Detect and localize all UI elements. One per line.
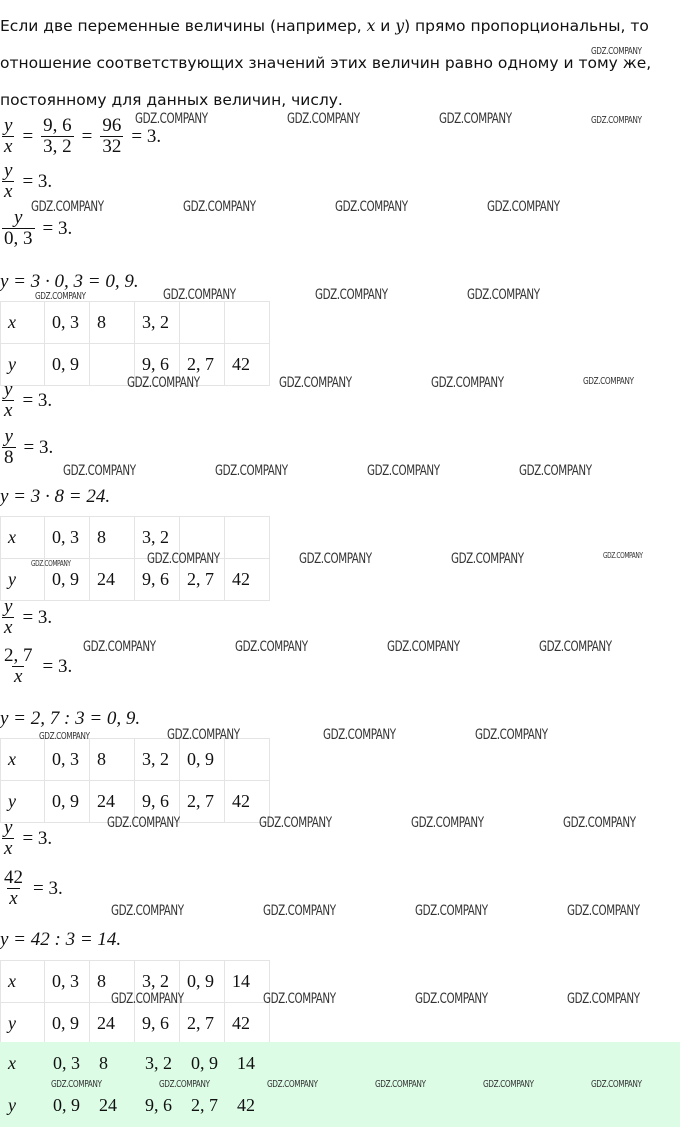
watermark: GDZ.COMPANY (323, 727, 396, 743)
table-cell: 42 (225, 781, 270, 823)
table-cell: 3, 2 (135, 302, 180, 344)
watermark: GDZ.COMPANY (135, 111, 208, 127)
table-cell: 2, 7 (191, 1094, 218, 1115)
table-cell: 0, 9 (53, 1094, 80, 1115)
table-cell: 0, 9 (191, 1052, 218, 1073)
table-cell: 42 (225, 1003, 270, 1045)
equation-ratio-3: $\frac{y}{0, 3}$ = 3. (4, 207, 73, 249)
table-cell: 3, 2 (145, 1052, 172, 1073)
table-cell: 14 (225, 961, 270, 1003)
watermark: GDZ.COMPANY (387, 639, 460, 655)
table-cell: x (1, 302, 45, 344)
table-cell: y (1, 781, 45, 823)
table-row-y (0, 1084, 275, 1126)
table-cell: 2, 7 (180, 559, 225, 601)
table-cell: 3, 2 (135, 517, 180, 559)
table-cell: x (8, 1052, 16, 1073)
table-cell: 24 (99, 1094, 117, 1115)
equation-ratio-5: $\frac{y}{8}$ = 3. (4, 426, 54, 468)
value-table-1 (0, 301, 270, 386)
table-cell: 9, 6 (135, 1003, 180, 1045)
watermark: GDZ.COMPANY (267, 1079, 318, 1090)
table-cell: y (1, 559, 45, 601)
watermark: GDZ.COMPANY (63, 463, 136, 479)
table-cell: 2, 7 (180, 344, 225, 386)
answer-block (0, 1042, 680, 1127)
table-cell: 0, 9 (180, 739, 225, 781)
watermark: GDZ.COMPANY (147, 551, 220, 567)
equation-solve-3: y = 2, 7 : 3 = 0, 9. (0, 708, 141, 729)
watermark: GDZ.COMPANY (111, 991, 184, 1007)
watermark: GDZ.COMPANY (603, 551, 643, 560)
watermark: GDZ.COMPANY (367, 463, 440, 479)
intro-paragraph: Если две переменные величины (например, x и y) прямо пропорциональны, то отношение соответствующих значений этих величин равно одному и тому же, постоянному для данных величин, числу. (0, 17, 652, 109)
table-cell: 9, 6 (135, 781, 180, 823)
watermark: GDZ.COMPANY (411, 815, 484, 831)
equation-ratio-4: $\frac{y}{x}$ = 3. (4, 379, 53, 421)
table-cell: 42 (225, 559, 270, 601)
equation-ratio-9: $\frac{42}{x}$ = 3. (4, 867, 63, 909)
table-cell: 42 (237, 1094, 255, 1115)
table-cell: y (1, 344, 45, 386)
watermark: GDZ.COMPANY (263, 903, 336, 919)
table-cell: 9, 6 (145, 1094, 172, 1115)
watermark: GDZ.COMPANY (167, 727, 240, 743)
table-cell: 9, 6 (135, 344, 180, 386)
watermark: GDZ.COMPANY (539, 639, 612, 655)
table-cell: x (1, 961, 45, 1003)
equation-ratio-7: $\frac{2, 7}{x}$ = 3. (4, 645, 73, 687)
watermark: GDZ.COMPANY (431, 375, 504, 391)
equation-solve-2: y = 3 · 8 = 24. (0, 486, 111, 507)
table-cell: 0, 9 (45, 559, 90, 601)
table-cell: x (1, 739, 45, 781)
watermark: GDZ.COMPANY (439, 111, 512, 127)
watermark: GDZ.COMPANY (35, 291, 86, 302)
watermark: GDZ.COMPANY (567, 991, 640, 1007)
table-cell: 0, 9 (45, 781, 90, 823)
table-cell: 8 (90, 961, 135, 1003)
table-row-x (1, 739, 270, 781)
answer-table (0, 1042, 275, 1126)
table-cell: 8 (90, 302, 135, 344)
table-cell: 9, 6 (135, 559, 180, 601)
table-cell: 24 (90, 1003, 135, 1045)
watermark: GDZ.COMPANY (415, 991, 488, 1007)
table-cell: 3, 2 (135, 739, 180, 781)
watermark: GDZ.COMPANY (567, 903, 640, 919)
table-cell: 2, 7 (180, 781, 225, 823)
table-cell (225, 302, 270, 344)
watermark: GDZ.COMPANY (519, 463, 592, 479)
table-cell: y (8, 1094, 16, 1115)
table-cell: 14 (237, 1052, 255, 1073)
watermark: GDZ.COMPANY (31, 199, 104, 215)
watermark: GDZ.COMPANY (215, 463, 288, 479)
watermark: GDZ.COMPANY (39, 731, 90, 742)
equation-solve-4: y = 42 : 3 = 14. (0, 929, 122, 950)
table-cell: 8 (99, 1052, 108, 1073)
watermark: GDZ.COMPANY (127, 375, 200, 391)
watermark: GDZ.COMPANY (183, 199, 256, 215)
table-cell: 2, 7 (180, 1003, 225, 1045)
table-cell: y (1, 1003, 45, 1045)
watermark: GDZ.COMPANY (51, 1079, 102, 1090)
table-cell: 0, 9 (180, 961, 225, 1003)
table-cell: 0, 3 (53, 1052, 80, 1073)
table-cell: 0, 3 (45, 517, 90, 559)
watermark: GDZ.COMPANY (415, 903, 488, 919)
equation-ratio-8: $\frac{y}{x}$ = 3. (4, 817, 53, 859)
table-cell (225, 739, 270, 781)
table-cell: x (1, 517, 45, 559)
watermark: GDZ.COMPANY (263, 991, 336, 1007)
watermark: GDZ.COMPANY (315, 287, 388, 303)
watermark: GDZ.COMPANY (287, 111, 360, 127)
watermark: GDZ.COMPANY (591, 115, 642, 126)
table-cell: 3, 2 (135, 961, 180, 1003)
watermark: GDZ.COMPANY (451, 551, 524, 567)
watermark: GDZ.COMPANY (483, 1079, 534, 1090)
watermark: GDZ.COMPANY (375, 1079, 426, 1090)
watermark: GDZ.COMPANY (163, 287, 236, 303)
watermark: GDZ.COMPANY (487, 199, 560, 215)
watermark: GDZ.COMPANY (259, 815, 332, 831)
table-row-x (0, 1042, 275, 1084)
watermark: GDZ.COMPANY (111, 903, 184, 919)
table-cell: 0, 3 (45, 302, 90, 344)
table-row-y (1, 1003, 270, 1045)
table-cell: 0, 9 (45, 1003, 90, 1045)
watermark: GDZ.COMPANY (591, 1079, 642, 1090)
watermark: GDZ.COMPANY (299, 551, 372, 567)
table-cell: 8 (90, 739, 135, 781)
watermark: GDZ.COMPANY (159, 1079, 210, 1090)
watermark: GDZ.COMPANY (563, 815, 636, 831)
watermark: GDZ.COMPANY (235, 639, 308, 655)
table-row-x (1, 517, 270, 559)
watermark: GDZ.COMPANY (583, 376, 634, 387)
table-cell: 0, 3 (45, 961, 90, 1003)
table-cell (180, 302, 225, 344)
equation-ratio-1: $\frac{y}{x}$ = $\frac{9, 6}{3, 2}$ = $\frac{96}{32}$ = 3. (4, 115, 162, 157)
watermark: GDZ.COMPANY (467, 287, 540, 303)
table-cell: 0, 3 (45, 739, 90, 781)
table-cell: 42 (225, 344, 270, 386)
table-cell: 24 (90, 559, 135, 601)
watermark: GDZ.COMPANY (279, 375, 352, 391)
watermark: GDZ.COMPANY (31, 559, 71, 568)
equation-solve-1: y = 3 · 0, 3 = 0, 9. (0, 271, 139, 292)
watermark: GDZ.COMPANY (591, 46, 642, 57)
watermark: GDZ.COMPANY (475, 727, 548, 743)
equation-ratio-2: $\frac{y}{x}$ = 3. (4, 160, 53, 202)
watermark: GDZ.COMPANY (335, 199, 408, 215)
watermark: GDZ.COMPANY (107, 815, 180, 831)
table-cell: 0, 9 (45, 344, 90, 386)
table-row-x (1, 302, 270, 344)
equation-ratio-6: $\frac{y}{x}$ = 3. (4, 596, 53, 638)
value-table-3 (0, 738, 270, 823)
table-cell: 24 (90, 781, 135, 823)
table-cell: 8 (90, 517, 135, 559)
table-cell (225, 517, 270, 559)
watermark: GDZ.COMPANY (83, 639, 156, 655)
